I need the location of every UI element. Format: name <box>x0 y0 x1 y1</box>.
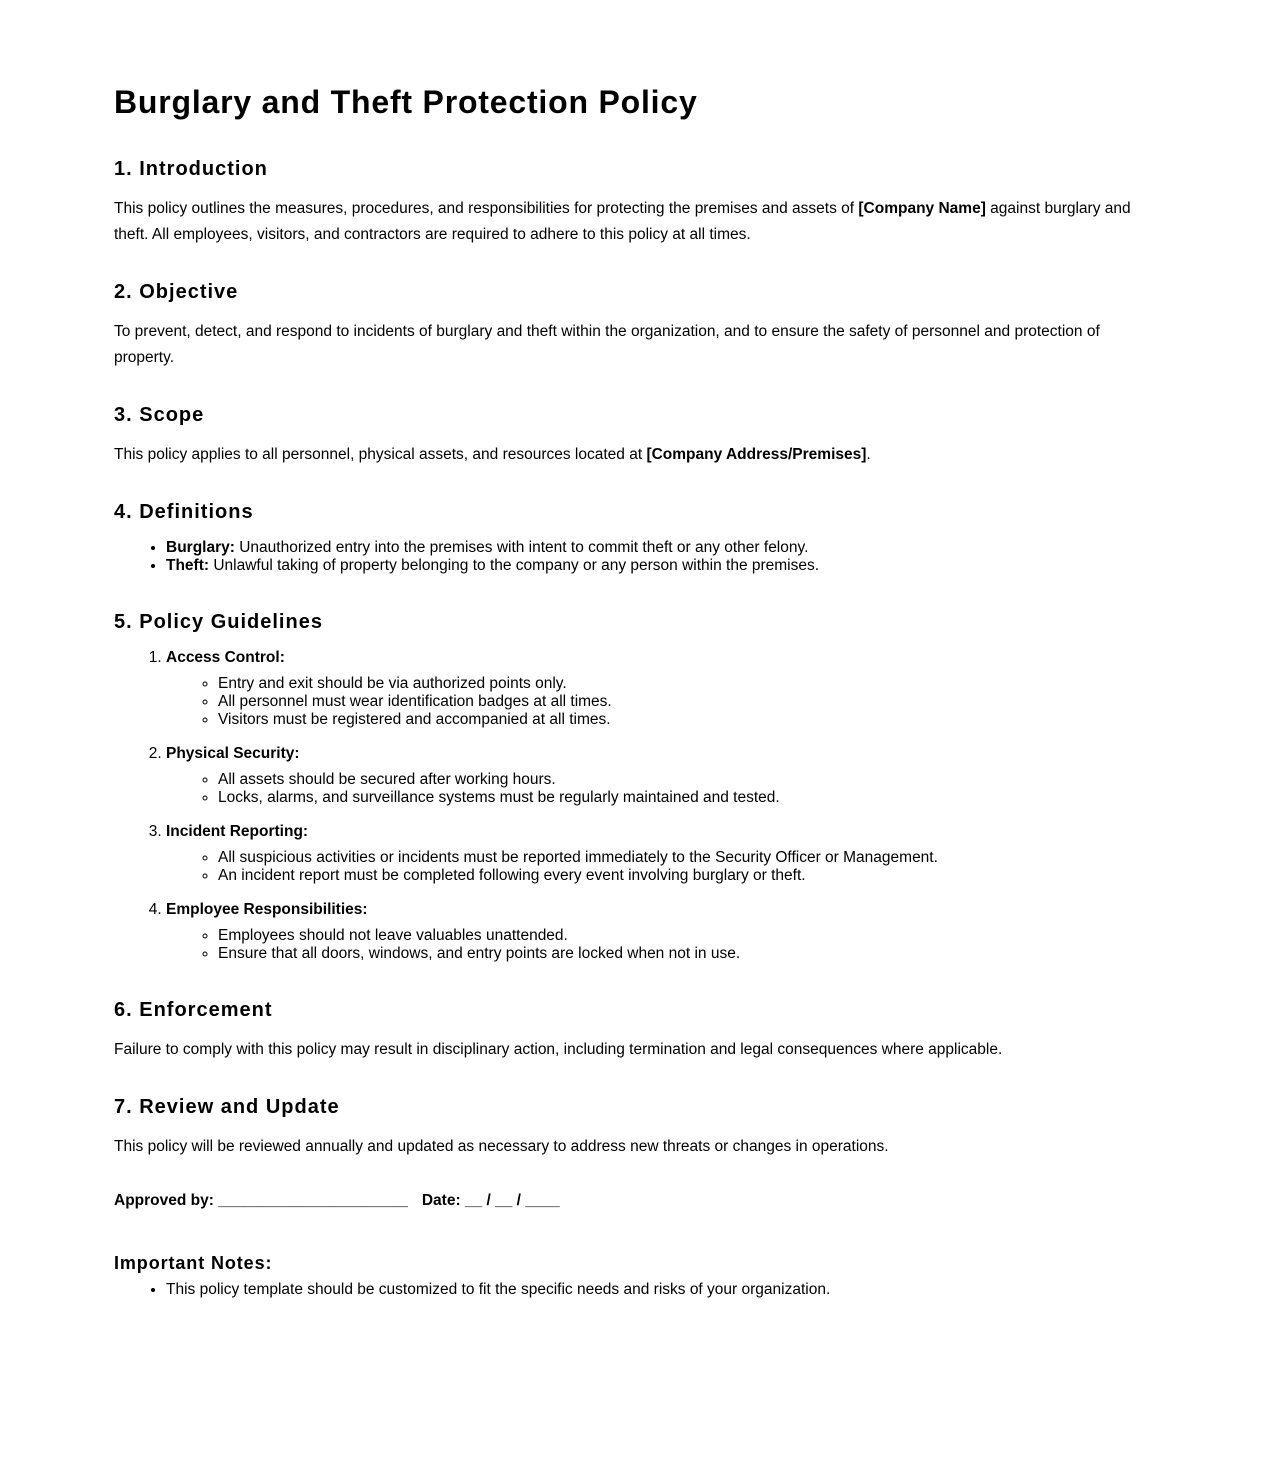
guideline-incident-reporting <box>166 823 1144 885</box>
date-field: Date: __ / __ / ____ <box>421 1192 560 1209</box>
definitions-heading: 4. Definitions <box>114 501 254 523</box>
section-notes <box>114 1251 1144 1299</box>
section-review <box>114 1094 1144 1160</box>
definition-text: Unlawful taking of property belonging to the company or any person within the premises. <box>209 557 820 574</box>
scope-text-before: This policy applies to all personnel, physical assets, and resources located at <box>114 446 647 463</box>
guideline-point: ◦ Entry and exit should be via authorized points only. <box>218 675 1144 693</box>
introduction-heading: 1. Introduction <box>114 158 268 180</box>
notes-list <box>114 1281 1144 1299</box>
definition-text: Unauthorized entry into the premises with intent to commit theft or any other felony. <box>234 539 809 556</box>
scope-text-after: . <box>866 446 871 463</box>
objective-heading: 2. Objective <box>114 281 239 303</box>
guideline-label: Physical Security: <box>166 745 300 762</box>
definitions-list <box>114 539 1144 575</box>
guideline-points <box>166 927 1144 963</box>
objective-text: To prevent, detect, and respond to incidents of burglary and theft within the organization, and to ensure the safety of personnel and protection of property. <box>114 323 1100 366</box>
notes-heading: Important Notes: <box>114 1253 273 1273</box>
guideline-point: ◦ Locks, alarms, and surveillance systems must be regularly maintained and tested. <box>218 789 1144 807</box>
guideline-label: Employee Responsibilities: <box>166 901 368 918</box>
definition-term: Burglary: <box>166 539 235 556</box>
introduction-text-before: This policy outlines the measures, procedures, and responsibilities for protecting the premises and assets of <box>114 200 859 217</box>
review-text: This policy will be reviewed annually and updated as necessary to address new threats or changes in operations. <box>114 1138 889 1155</box>
section-introduction <box>114 156 1144 248</box>
guideline-points <box>166 771 1144 807</box>
introduction-text-after: against burglary and theft. All employees, visitors, and contractors are required to adhere to this policy at all times. <box>114 200 1131 243</box>
guideline-point: ◦ All suspicious activities or incidents must be reported immediately to the Security Officer or Management. <box>218 849 1144 867</box>
section-enforcement <box>114 997 1144 1063</box>
introduction-text <box>114 196 1144 248</box>
section-definitions <box>114 499 1144 575</box>
scope-text <box>114 442 1144 468</box>
guideline-point: ◦ All personnel must wear identification badges at all times. <box>218 693 1144 711</box>
definition-item <box>166 557 1144 575</box>
scope-heading: 3. Scope <box>114 404 205 426</box>
guideline-employee-responsibilities <box>166 901 1144 963</box>
company-address-placeholder: [Company Address/Premises] <box>646 446 867 463</box>
note-item: • This policy template should be customized to fit the specific needs and risks of your organization. <box>166 1281 1144 1299</box>
definition-term: Theft: <box>166 557 210 574</box>
guideline-point: ◦ Ensure that all doors, windows, and entry points are locked when not in use. <box>218 945 1144 963</box>
approved-by-field: Approved by: ______________________ <box>114 1192 408 1209</box>
guideline-label: Access Control: <box>166 649 285 666</box>
guideline-point: ◦ Employees should not leave valuables unattended. <box>218 927 1144 945</box>
guidelines-list <box>114 649 1144 963</box>
section-scope <box>114 402 1144 468</box>
definition-item <box>166 539 1144 557</box>
guideline-access-control <box>166 649 1144 729</box>
section-guidelines <box>114 609 1144 963</box>
section-objective <box>114 279 1144 371</box>
document-title: Burglary and Theft Protection Policy <box>114 84 698 120</box>
guideline-label: Incident Reporting: <box>166 823 309 840</box>
guideline-points <box>166 675 1144 729</box>
review-heading: 7. Review and Update <box>114 1096 340 1118</box>
guideline-point: ◦ An incident report must be completed following every event involving burglary or theft. <box>218 867 1144 885</box>
enforcement-heading: 6. Enforcement <box>114 999 273 1021</box>
approval-line <box>114 1191 1144 1211</box>
guideline-physical-security <box>166 745 1144 807</box>
guidelines-heading: 5. Policy Guidelines <box>114 611 323 633</box>
guideline-points <box>166 849 1144 885</box>
enforcement-text: Failure to comply with this policy may result in disciplinary action, including termination and legal consequences where applicable. <box>114 1041 1003 1058</box>
company-name-placeholder: [Company Name] <box>858 200 986 217</box>
guideline-point: ◦ Visitors must be registered and accompanied at all times. <box>218 711 1144 729</box>
guideline-point: ◦ All assets should be secured after working hours. <box>218 771 1144 789</box>
